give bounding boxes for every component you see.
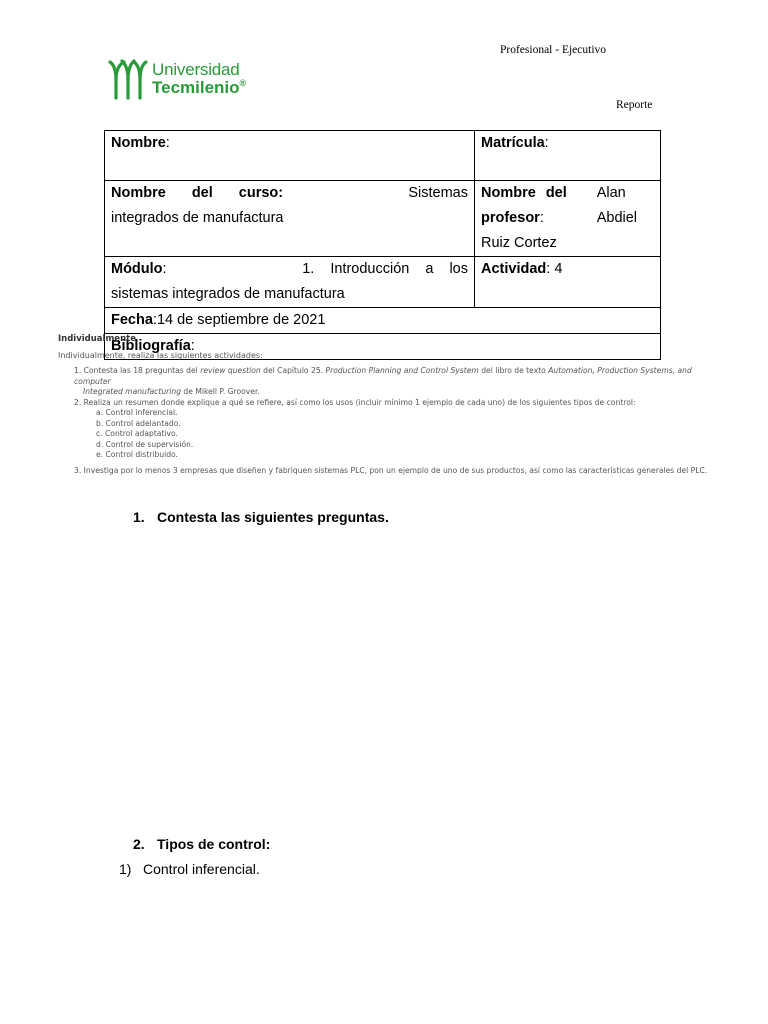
logo-text-line1: Universidad	[152, 60, 240, 79]
fecha-value: 14 de septiembre de 2021	[156, 312, 326, 328]
nombre-cell: Nombre:	[105, 131, 475, 181]
curso-value-first: Sistemas	[408, 185, 468, 201]
instructions-heading: Individualmente	[58, 334, 136, 344]
section-2-number: 2.	[133, 836, 145, 852]
modulo-cell: Módulo: 1. Introducción a los sistemas integrados de manufactura	[105, 257, 475, 308]
university-logo: Universidad Tecmilenio®	[108, 58, 268, 102]
section-1-title: Contesta las siguientes preguntas.	[157, 509, 389, 525]
fecha-cell: Fecha:14 de septiembre de 2021	[105, 308, 661, 334]
control-item-number: 1)	[119, 861, 132, 877]
header-program-label: Profesional - Ejecutivo	[500, 44, 607, 56]
curso-cell	[105, 181, 475, 257]
profesor-value-rest: Ruiz Cortez	[481, 235, 557, 251]
instruction-subitem: b. Control adelantado.	[96, 418, 181, 428]
curso-label: Nombre del curso:	[111, 185, 284, 201]
curso-value-rest: integrados de manufactura	[111, 210, 284, 226]
instruction-subitem: e. Control distribuido.	[96, 450, 178, 460]
actividad-value: 4	[554, 261, 563, 277]
actividad-cell: Actividad: 4	[475, 257, 661, 308]
actividad-label: Actividad	[481, 261, 547, 277]
section-1-number: 1.	[133, 509, 145, 525]
instruction-item-3: 3. Investiga por lo menos 3 empresas que diseñen y fabriquen sistemas PLC, pon un ejemplo de uno de sus productos, así como las características generales del PLC.	[74, 465, 708, 475]
profesor-label: Nombre del profesor	[481, 185, 567, 226]
instruction-subitem: c. Control adaptativo.	[96, 429, 178, 439]
matricula-label: Matrícula	[481, 135, 545, 151]
student-info-table	[104, 130, 661, 360]
instruction-subitem: d. Control de supervisión.	[96, 439, 194, 449]
instruction-subitem: a. Control inferencial.	[96, 408, 178, 417]
activity-instructions	[58, 334, 728, 476]
bibliografia-cell: Bibliografía:	[105, 334, 661, 360]
instructions-intro: Individualmente, realiza las siguientes actividades:	[58, 351, 263, 360]
profesor-value-first: Alan Abdiel	[596, 185, 638, 226]
modulo-value-first: 1. Introducción a los	[302, 261, 468, 277]
matricula-cell: Matrícula:	[475, 131, 661, 181]
modulo-value-rest: sistemas integrados de manufactura	[111, 286, 345, 302]
report-label: Reporte	[616, 99, 653, 111]
modulo-label: Módulo	[111, 261, 163, 277]
profesor-cell: Nombre del profesor: Alan Abdiel Ruiz Cortez	[475, 181, 661, 257]
nombre-label: Nombre	[111, 135, 166, 151]
instruction-item-2: 2. Realiza un resumen donde explique a qué se refiere, así como los usos (incluir mínimo 1 ejemplo de cada uno) de los siguientes tipos de control:	[74, 397, 636, 407]
instruction-item-1: 1. Contesta las 18 preguntas del review question del Capítulo 25. Production Planning and Control System del libro de texto Automation, Production Systems, and computer Integrated manufacturing de Mikell P. Groover.	[74, 366, 692, 396]
control-item-text: Control inferencial.	[143, 861, 260, 877]
logo-text-line2: Tecmilenio	[152, 78, 240, 97]
bibliografia-label: Bibliografía	[111, 338, 191, 354]
fecha-label: Fecha	[111, 312, 153, 328]
logo-emblem-icon	[108, 58, 148, 100]
section-2-title: Tipos de control:	[157, 836, 271, 852]
